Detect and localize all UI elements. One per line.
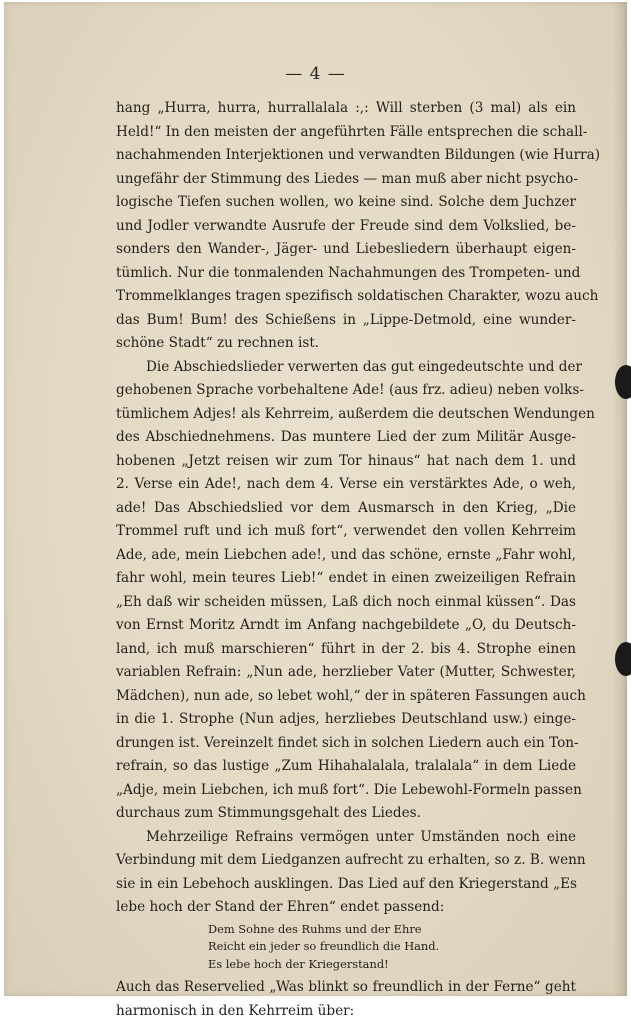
text-line: in die 1. Strophe (Nun adjes, herzliebes Deutschland usw.) einge- <box>116 708 576 732</box>
text-body <box>116 97 576 1023</box>
text-line: Trommel ruft und ich muß fort“, verwendet den vollen Kehrreim <box>116 520 576 544</box>
text-line: fahr wohl, mein teures Lieb!“ endet in einen zweizeiligen Refrain <box>116 567 576 591</box>
text-line: ade! Das Abschiedslied vor dem Ausmarsch in den Krieg, „Die <box>116 497 576 521</box>
verse-line: Reicht ein jeder so freundlich die Hand. <box>208 938 576 956</box>
text-line: variablen Refrain: „Nun ade, herzlieber Vater (Mutter, Schwester, <box>116 661 576 685</box>
text-line: 2. Verse ein Ade!, nach dem 4. Verse ein verstärktes Ade, o weh, <box>116 473 576 497</box>
text-line: durchaus zum Stimmungsgehalt des Liedes. <box>116 802 576 826</box>
text-line: gehobenen Sprache vorbehaltene Ade! (aus frz. adieu) neben volks- <box>116 379 576 403</box>
text-line: Trommelklanges tragen spezifisch soldatischen Charakter, wozu auch <box>116 285 576 309</box>
text-line: „Eh daß wir scheiden müssen, Laß dich noch einmal küssen“. Das <box>116 591 576 615</box>
text-line: Ade, ade, mein Liebchen ade!, und das schöne, ernste „Fahr wohl, <box>116 544 576 568</box>
verse-line: Es lebe hoch der Kriegerstand! <box>208 956 576 974</box>
text-line: „Adje, mein Liebchen, ich muß fort“. Die Lebewohl-Formeln passen <box>116 779 576 803</box>
text-line: harmonisch in den Kehrreim über: <box>116 1000 576 1023</box>
text-line: land, ich muß marschieren“ führt in der 2. bis 4. Strophe einen <box>116 638 576 662</box>
text-line: des Abschiednehmens. Das muntere Lied der zum Militär Ausge- <box>116 426 576 450</box>
text-line: das Bum! Bum! des Schießens in „Lippe-Detmold, eine wunder- <box>116 309 576 333</box>
text-line: Mehrzeilige Refrains vermögen unter Umständen noch eine <box>116 826 576 850</box>
verse-line: Dem Sohne des Ruhms und der Ehre <box>208 921 576 939</box>
text-line: hobenen „Jetzt reisen wir zum Tor hinaus“ hat nach dem 1. und <box>116 450 576 474</box>
text-line: drungen ist. Vereinzelt findet sich in solchen Liedern auch ein Ton- <box>116 732 576 756</box>
text-line: sie in ein Lebehoch ausklingen. Das Lied auf den Kriegerstand „Es <box>116 873 576 897</box>
text-line: tümlich. Nur die tonmalenden Nachahmungen des Trompeten- und <box>116 262 576 286</box>
text-line: Die Abschiedslieder verwerten das gut eingedeutschte und der <box>116 356 576 380</box>
paragraph-3 <box>116 826 576 920</box>
text-line: logische Tiefen suchen wollen, wo keine sind. Solche dem Juchzer <box>116 191 576 215</box>
paragraph-1 <box>116 97 576 356</box>
text-line: Held!“ In den meisten der angeführten Fälle entsprechen die schall- <box>116 121 576 145</box>
page-edge-shadow <box>613 2 627 996</box>
page-number: — 4 — <box>4 64 627 84</box>
text-line: schöne Stadt“ zu rechnen ist. <box>116 332 576 356</box>
text-line: Auch das Reservelied „Was blinkt so freundlich in der Ferne“ geht <box>116 976 576 1000</box>
text-line: tümlichem Adjes! als Kehrreim, außerdem die deutschen Wendungen <box>116 403 576 427</box>
text-line: hang „Hurra, hurra, hurrallalala :,: Will sterben (3 mal) als ein <box>116 97 576 121</box>
verse-quote <box>116 921 576 974</box>
text-line: sonders den Wander-, Jäger- und Liebesliedern überhaupt eigen- <box>116 238 576 262</box>
text-line: refrain, so das lustige „Zum Hihahalalala, tralalala“ in dem Liede <box>116 755 576 779</box>
binding-hole-lower <box>615 642 631 676</box>
binding-hole-upper <box>615 365 631 399</box>
text-line: und Jodler verwandte Ausrufe der Freude sind dem Volkslied, be- <box>116 215 576 239</box>
text-line: ungefähr der Stimmung des Liedes — man muß aber nicht psycho- <box>116 168 576 192</box>
book-page <box>4 2 627 996</box>
text-line: von Ernst Moritz Arndt im Anfang nachgebildete „O, du Deutsch- <box>116 614 576 638</box>
text-line: Verbindung mit dem Liedganzen aufrecht zu erhalten, so z. B. wenn <box>116 849 576 873</box>
text-line: Mädchen), nun ade, so lebet wohl,“ der in späteren Fassungen auch <box>116 685 576 709</box>
text-line: nachahmenden Interjektionen und verwandten Bildungen (wie Hurra) <box>116 144 576 168</box>
text-line: lebe hoch der Stand der Ehren“ endet passend: <box>116 896 576 920</box>
paragraph-2 <box>116 356 576 826</box>
